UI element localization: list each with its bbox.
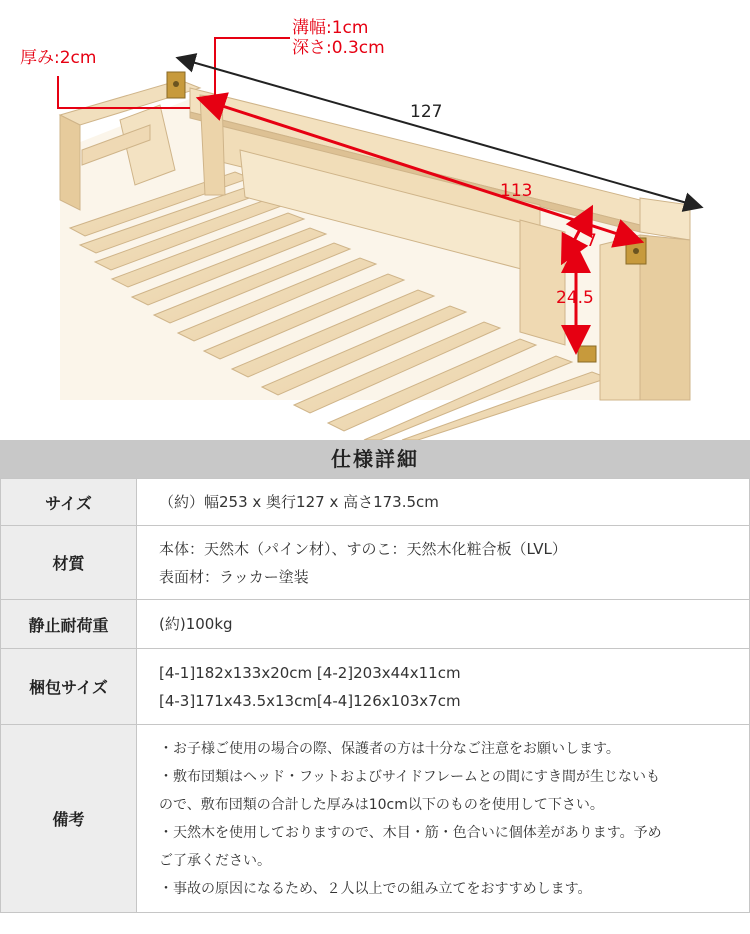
spec-label: サイズ (1, 479, 137, 526)
depth-label: 7 (586, 231, 597, 251)
height-label: 24.5 (556, 288, 594, 308)
groove-depth-label: 深さ:0.3cm (292, 38, 385, 58)
spec-value-line: ・お子様ご使用の場合の際、保護者の方は十分なご注意をお願いします。 (159, 740, 620, 757)
spec-row-load (1, 600, 750, 649)
bed-frame-illustration (0, 0, 750, 440)
spec-value-line: ・敷布団類はヘッド・フットおよびサイドフレームとの間にすき間が生じないも (159, 768, 661, 785)
groove-width-label: 溝幅:1cm (292, 18, 369, 38)
spec-value (137, 725, 750, 913)
spec-table (0, 478, 750, 913)
spec-row-size (1, 479, 750, 526)
spec-value-line: [4-1]182x133x20cm [4-2]203x44x11cm (159, 663, 461, 682)
spec-label: 静止耐荷重 (1, 600, 137, 649)
product-photo (0, 0, 750, 440)
spec-value-line: (約)100kg (159, 615, 233, 633)
spec-value-line: [4-3]171x43.5x13cm[4-4]126x103x7cm (159, 691, 461, 710)
thickness-label: 厚み:2cm (20, 48, 97, 68)
spec-value-line: ご了承ください。 (159, 852, 271, 869)
spec-row-package (1, 649, 750, 725)
spec-value (137, 479, 750, 526)
spec-value-line: （約）幅253 x 奥行127 x 高さ173.5cm (159, 493, 439, 511)
spec-value-line: 表面材：ラッカー塗装 (159, 567, 309, 586)
length-total-label: 127 (410, 102, 443, 122)
spec-value-line: ・事故の原因になるため、２人以上での組み立てをおすすめします。 (159, 880, 592, 897)
length-inner-label: 113 (500, 181, 533, 201)
spec-value-line: ・天然木を使用しておりますので、木目・筋・色合いに個体差があります。予め (159, 824, 662, 841)
spec-row-notes (1, 725, 750, 913)
spec-value-line: 本体：天然木（パイン材）、すのこ：天然木化粧合板（LVL） (159, 539, 567, 558)
spec-row-material (1, 526, 750, 600)
spec-label: 備考 (1, 725, 137, 913)
spec-label: 梱包サイズ (1, 649, 137, 725)
spec-value (137, 649, 750, 725)
spec-value-line: ので、敷布団類の合計した厚みは10cm以下のものを使用して下さい。 (159, 796, 604, 813)
spec-value (137, 600, 750, 649)
spec-title: 仕様詳細 (0, 440, 750, 478)
spec-label: 材質 (1, 526, 137, 600)
spec-value (137, 526, 750, 600)
